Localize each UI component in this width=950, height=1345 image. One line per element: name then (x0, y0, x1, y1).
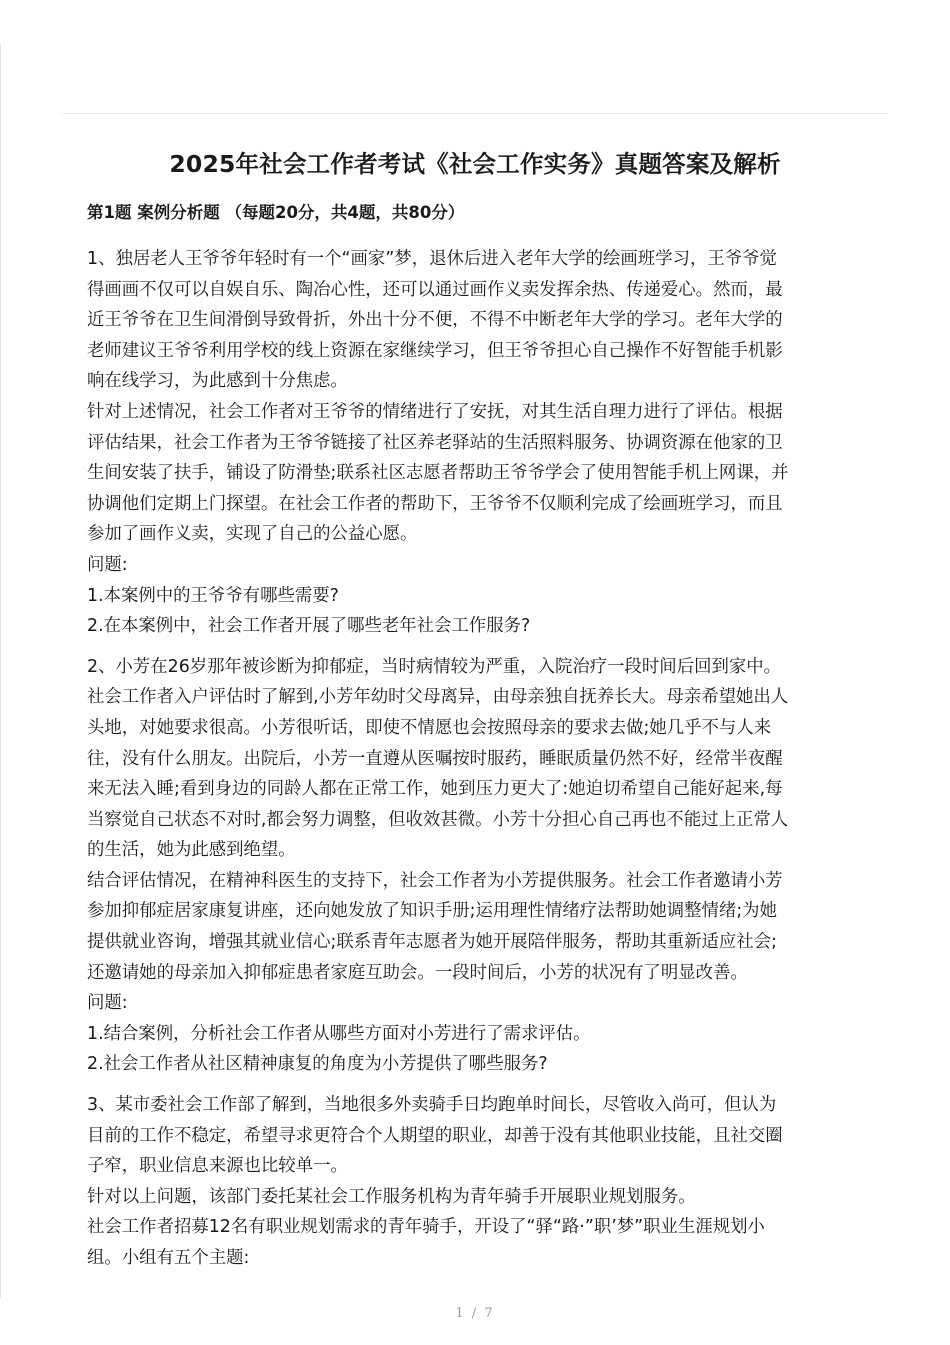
case-question-1 (87, 244, 863, 642)
paragraph-line: 响在线学习，为此感到十分焦虑。 (87, 371, 348, 392)
paragraph-line: 老师建议王爷爷利用学校的线上资源在家继续学习，但王爷爷担心自己操作不好智能手机影 (87, 340, 783, 361)
paragraph-line: 协调他们定期上门探望。在社会工作者的帮助下，王爷爷不仅顺利完成了绘画班学习，而且 (87, 493, 783, 514)
paragraph-line: 结合评估情况，在精神科医生的支持下，社会工作者为小芳提供服务。社会工作者邀请小芳 (87, 870, 783, 891)
question-item: 2.在本案例中，社会工作者开展了哪些老年社会工作服务? (87, 616, 531, 637)
paragraph-line: 近王爷爷在卫生间滑倒导致骨折，外出十分不便，不得不中断老年大学的学习。老年大学的 (87, 310, 783, 331)
case-question-2 (87, 652, 863, 1080)
paragraph-line: 当察觉自己状态不对时,都会努力调整，但收效甚微。小芳十分担心自己再也不能过上正常人 (87, 809, 789, 830)
question-label: 问题: (87, 993, 128, 1014)
paragraph-line: 1、独居老人王爷爷年轻时有一个“画家”梦，退休后进入老年大学的绘画班学习，王爷爷觉 (87, 249, 777, 269)
paragraph-line: 针对上述情况，社会工作者对王爷爷的情绪进行了安抚，对其生活自理力进行了评估。根据 (87, 401, 783, 422)
paragraph-line: 来无法入睡;看到身边的同龄人都在正常工作，她到压力更大了:她迫切希望自己能好起来,每 (87, 779, 783, 800)
paragraph-line: 参加抑郁症居家康复讲座，还向她发放了知识手册;运用理性情绪疗法帮助她调整情绪;为她 (87, 901, 777, 922)
paragraph-line: 还邀请她的母亲加入抑郁症患者家庭互助会。一段时间后，小芳的状况有了明显改善。 (87, 962, 748, 983)
question-item: 1.本案例中的王爷爷有哪些需要? (87, 585, 339, 606)
paragraph-gap (87, 642, 863, 652)
question-item: 2.社会工作者从社区精神康复的角度为小芳提供了哪些服务? (87, 1054, 548, 1075)
paragraph-line: 3、某市委社会工作部了解到，当地很多外卖骑手日均跑单时间长，尽管收入尚可，但认为 (87, 1095, 777, 1116)
paragraph-line: 得画画不仅可以自娱自乐、陶冶心性，还可以通过画作义卖发挥余热、传递爱心。然而，最 (87, 279, 783, 300)
paragraph-line: 提供就业咨询，增强其就业信心;联系青年志愿者为她开展陪伴服务，帮助其重新适应社会; (87, 932, 777, 953)
header-divider (62, 113, 888, 114)
case-question-3 (87, 1090, 863, 1274)
paragraph-line: 子窄，职业信息来源也比较单一。 (87, 1156, 348, 1177)
paragraph-line: 的生活，她为此感到绝望。 (87, 840, 296, 861)
paragraph-line: 组。小组有五个主题: (87, 1248, 250, 1268)
question-label: 问题: (87, 554, 128, 575)
page-edge (0, 44, 1, 1299)
page-indicator: 1 / 7 (455, 1306, 495, 1321)
paragraph-line: 针对以上问题，该部门委托某社会工作服务机构为青年骑手开展职业规划服务。 (87, 1186, 696, 1207)
question-item: 1.结合案例，分析社会工作者从哪些方面对小芳进行了需求评估。 (87, 1023, 591, 1044)
paragraph-line: 评估结果，社会工作者为王爷爷链接了社区养老驿站的生活照料服务、协调资源在他家的卫 (87, 432, 783, 453)
paragraph-line: 生间安装了扶手，铺设了防滑垫;联系社区志愿者帮助王爷爷学会了使用智能手机上网课，并 (87, 463, 789, 484)
section-heading: 第1题 案例分析题 （每题20分，共4题，共80分） (87, 203, 465, 222)
paragraph-line: 目前的工作不稳定，希望寻求更符合个人期望的职业，却善于没有其他职业技能，且社交圈 (87, 1125, 783, 1146)
paragraph-gap (87, 1080, 863, 1090)
paragraph-line: 参加了画作义卖，实现了自己的公益心愿。 (87, 524, 418, 545)
document-body (87, 244, 863, 1274)
paragraph-line: 社会工作者招募12名有职业规划需求的青年骑手，开设了“驿“路·”职’梦”职业生涯规划小 (87, 1217, 765, 1238)
paragraph-line: 头地，对她要求很高。小芳很听话，即使不情愿也会按照母亲的要求去做;她几乎不与人来 (87, 717, 772, 738)
paragraph-line: 社会工作者入户评估时了解到,小芳年幼时父母离异，由母亲独自抚养长大。母亲希望她出人 (87, 687, 789, 708)
document-title: 2025年社会工作者考试《社会工作实务》真题答案及解析 (169, 150, 781, 178)
paragraph-line: 2、小芳在26岁那年被诊断为抑郁症，当时病情较为严重，入院治疗一段时间后回到家中。 (87, 656, 782, 677)
paragraph-line: 往，没有什么朋友。出院后，小芳一直遵从医嘱按时服药，睡眠质量仍然不好，经常半夜醒 (87, 748, 783, 769)
